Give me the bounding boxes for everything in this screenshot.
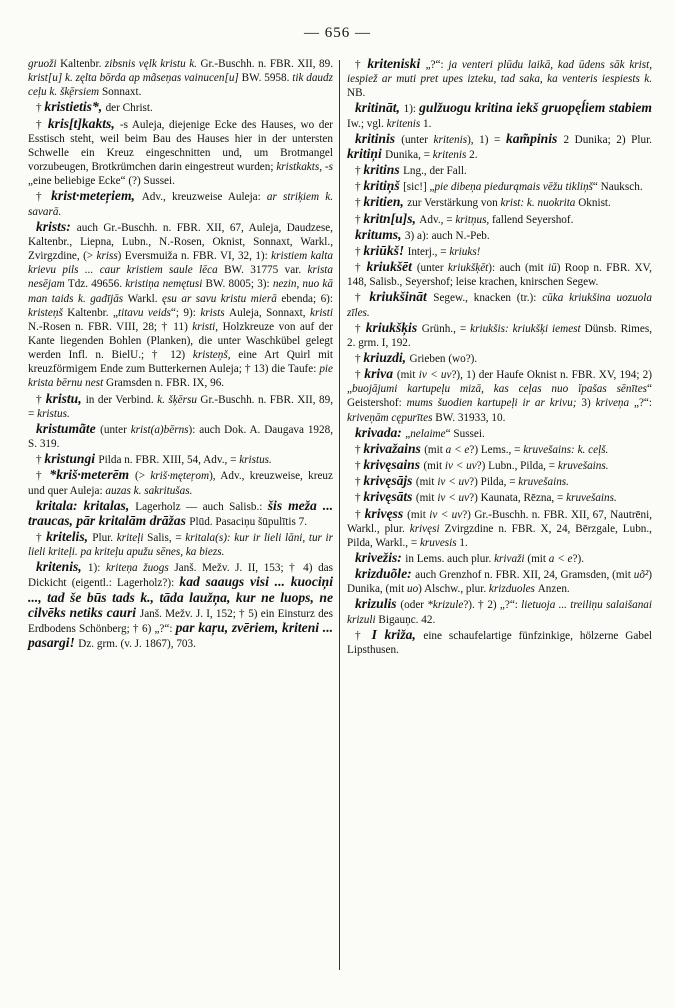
italic-text: kristiņa nemętusi (125, 278, 206, 291)
entry-text: 3) (581, 397, 596, 410)
italic-text: iv < uv (418, 369, 452, 382)
entry-text: “ Geistershof: (347, 383, 652, 410)
italic-text: krizduoles (488, 583, 538, 596)
dictionary-entry (28, 422, 333, 451)
entry-text: Auleja, Sonnaxt, (229, 306, 310, 319)
entry-text: Lng., der Fall. (403, 165, 467, 178)
headword: kristu, (45, 390, 86, 406)
entry-text: Plur. (92, 532, 117, 544)
dictionary-entry (347, 321, 652, 350)
entry-text: Sonnaxt. (101, 86, 142, 99)
entry-text: Gramsden n. FBR. IX, 96. (106, 377, 225, 390)
italic-text: kriteļi (116, 532, 148, 544)
entry-text: Adv., kreuzweise Auleja: (141, 191, 267, 204)
entry-text: Janš. Mežv. J. I, 152; † 5) ein Einsturz des Erdbodens Schönberg; † 6) „?“: (28, 607, 333, 635)
headword: kristumãte (36, 420, 101, 436)
entry-text: Adv., = (419, 213, 456, 226)
entry-text: ?) Kaunata, Rēzna, = (469, 492, 567, 505)
headword: krivęss (364, 505, 408, 521)
dictionary-entry (28, 392, 333, 421)
entry-text: ), Adv., kreuzweise, kreuz und quer Auleja: (28, 470, 333, 497)
entry-text: -s Auleja, diejenige Ecke des Hauses, wo der Esstisch steht, weil beim Bau des Hauses hier in der untersten Schwelle ein Kreuz eingeschnitten und, um Brotmangel vorzubeugen, Brotkrümchen darin eingestreut wurden; (28, 118, 334, 174)
entry-text: BW. 5958. (241, 72, 293, 85)
entry-text: (unter (401, 133, 434, 146)
headword: krizulis (355, 596, 401, 612)
dictionary-entry (347, 442, 652, 457)
entry-text: † (36, 470, 50, 483)
entry-text: ?) Lubn., Pilda, = (476, 460, 558, 473)
entry-text: auch Grenzhof n. FBR. XII, 24, Gramsden, (mit (415, 569, 634, 582)
entry-text: Anzen. (537, 583, 570, 596)
italic-text: kriveņām cępurītes (347, 411, 436, 424)
dictionary-entry (28, 117, 333, 189)
entry-text: ?) Pilda, = (469, 476, 519, 489)
italic-text: nezin, nuo kā man taids k. gadījās (28, 278, 333, 305)
entry-text: † (355, 629, 372, 642)
italic-text: kriuks! (449, 245, 481, 258)
entry-text: Grieben (wo?). (409, 352, 478, 365)
italic-text: pie krista bērnu nest (28, 363, 333, 390)
dictionary-entry (347, 260, 652, 289)
entry-text: „?“: (634, 397, 653, 410)
entry-text: Segew., knacken (tr.): (433, 292, 543, 305)
entry-text: (mit (527, 553, 549, 565)
entry-text: 1. (423, 117, 432, 130)
dictionary-entry (28, 530, 333, 559)
entry-text: Plūd. Pasaciņu šūpulītis 7. (189, 515, 308, 528)
italic-text: tik daudz ceļu k. šk̦ērsiem (28, 72, 333, 99)
entry-text: „eine beliebige Ecke“ (?) Sussei. (28, 175, 175, 188)
entry-text: (mit (415, 492, 438, 505)
dictionary-entry (347, 212, 652, 227)
entry-text: † (355, 508, 365, 521)
italic-text: a < e (445, 443, 470, 456)
entry-text: † (355, 492, 364, 505)
italic-text: krist: k. nuokrita (500, 197, 579, 210)
italic-text: kruvešains. (518, 476, 569, 489)
dictionary-entry (347, 597, 652, 626)
headword: par kaŗu, zvēriem, kriteni ... pasargi! (28, 619, 333, 651)
italic-text: kristus. (37, 407, 70, 420)
italic-text: auzas k. sakritušas. (105, 484, 193, 497)
entry-text: Dünsb. Rimes, 2. grm. I, 192. (347, 322, 652, 349)
dictionary-entry (28, 499, 333, 529)
entry-text: 1. (459, 536, 468, 549)
entry-text: ) Dunika, (mit (347, 569, 652, 596)
italic-text: titavu veids (117, 306, 171, 319)
entry-text: 1): (87, 562, 106, 575)
italic-text: ja venteri plūdu laikā, kad ūdens sāk krist, iespiež ar muti pret upes izteku, tad saka, ka venteris iespiests k. (347, 59, 653, 86)
italic-text: krists (200, 306, 230, 319)
entry-text: ), 1) = (467, 133, 506, 146)
entry-text: Interj., = (407, 245, 450, 258)
entry-text: ) Roop n. FBR. XV, 148, Salisb., Seyershof; leise krachen, knirschen Segew. (347, 262, 652, 289)
entry-text: zur Verstärkung von (407, 197, 501, 210)
entry-text: 3) a): auch N.-Peb. (404, 229, 490, 242)
entry-text: ?), 1) der Haufe Oknist n. FBR. XV, 194; 2) „ (347, 369, 652, 396)
headword: kristungi (44, 451, 99, 467)
entry-text: † (355, 165, 364, 178)
entry-text: Lagerholz — auch Salisb.: (135, 500, 268, 513)
italic-text: a < e (548, 553, 573, 565)
dictionary-entry (347, 163, 652, 178)
headword: kritien, (363, 194, 408, 210)
italic-text: cūka kriukšina uozuola zīles. (347, 292, 652, 319)
headword: kriukšināt (369, 289, 434, 305)
entry-text: in der Verbind. (85, 393, 158, 406)
italic-text: kriss (96, 250, 118, 263)
entry-text: † (36, 532, 47, 544)
left-column (28, 57, 333, 652)
headword: kam̃pinis (505, 130, 564, 146)
entry-text: Kaltenbr. „ (67, 306, 118, 319)
entry-text: Salis, = (147, 532, 186, 544)
entry-text: eine Art Quirl mit kreuzförmigem Ende zum Butterkernen Auleja; † 13) die Taufe: (28, 349, 333, 376)
entry-text: Warkl. (127, 292, 162, 305)
headword: krivęsains (363, 457, 424, 473)
entry-text: † (36, 118, 48, 131)
italic-text: kristkakts, -s (276, 161, 333, 174)
dictionary-entry (347, 567, 652, 596)
dictionary-entry (347, 458, 652, 473)
italic-text: kristi, (192, 320, 223, 333)
headword: kriukšēt (366, 259, 417, 275)
dictionary-entry (347, 228, 652, 243)
entry-text: † (355, 443, 364, 456)
italic-text: lietuoja ... treiliņu salaišanai krizuli (347, 599, 652, 626)
italic-text: pie dibeņa piedurąmais vēžu tikliņš (434, 181, 593, 194)
entry-text: NB. (347, 87, 366, 100)
entry-text: † (355, 352, 364, 365)
dictionary-entry (347, 628, 652, 657)
italic-text: kritala(s): kur ir lieli lāni, tur ir lieli kriteļi. pa kriteļu apužu sēnes, ka biezs. (28, 532, 334, 559)
italic-text: *krizule (427, 599, 464, 612)
entry-text: ?) Lems., = (469, 443, 524, 456)
page-number: — 656 — (304, 25, 371, 41)
dictionary-entry (347, 490, 652, 505)
dictionary-entry (347, 351, 652, 366)
entry-text: (> (135, 470, 151, 483)
entry-text: ebenda; 6): (281, 292, 334, 305)
entry-text: (oder (400, 599, 428, 612)
entry-text: (mit (396, 369, 419, 382)
headword: krivęsājs (363, 473, 416, 489)
italic-text: kristeņš (28, 306, 68, 319)
entry-text: Dunika, = (385, 148, 433, 161)
italic-text: kriukšķēt (447, 262, 489, 275)
italic-text: iv < uv (444, 460, 477, 473)
entry-text: † (36, 191, 52, 204)
headword: šis meža ... traucas, pār kritalām drāžas (28, 497, 333, 528)
italic-text: uo (406, 583, 419, 596)
headword: kritn[u]s, (363, 210, 420, 226)
entry-text: eine schaufelartige fünfzinkige, hölzerne Gabel Lipsthusen. (347, 629, 653, 656)
entry-text: auch Gr.-Buschh. n. FBR. XII, 67, Auleja, Daudzese, Kaltenbr., Liepna, Lubn., N.-Rosen, Oknist, Sonnaxt, Warkl., Zvirgzdine, (> (28, 221, 333, 263)
headword: kritiņš (363, 178, 404, 194)
dictionary-entry (28, 452, 333, 467)
dictionary-entry (347, 132, 652, 162)
dictionary-entry (347, 195, 652, 210)
entry-text: † (355, 292, 370, 305)
headword: kritināt, (355, 100, 404, 116)
entry-text: Gr.-Buschh. n. FBR. XII, 89, = (28, 393, 333, 420)
headword: kritalas, (83, 497, 136, 513)
headword: krists: (36, 218, 77, 234)
italic-text: kristeņš, (192, 349, 239, 362)
entry-text: [sic!] „ (403, 181, 435, 194)
italic-text: buojājumi kartupeļu mizā, kas ceļas nuo ĭpašas sēnītes (351, 383, 648, 396)
italic-text: iv < uv (437, 476, 470, 489)
italic-text: k. šķērsu (157, 393, 201, 406)
headword: kritenis, (36, 559, 88, 575)
entry-text: † (355, 476, 364, 489)
italic-text: kriteņa žuogs (105, 562, 175, 575)
italic-text: krivęsi (409, 522, 445, 535)
entry-text: ?) Gr.-Buschh. n. FBR. XII, 67, Nautrēni, Warkl., plur. (347, 508, 653, 535)
entry-text: † (355, 59, 368, 71)
entry-text: 2 Dunika; 2) Plur. (563, 133, 652, 146)
entry-text: ) Alschw., plur. (418, 583, 489, 596)
entry-text: ) Eversmuiža n. FBR. VI, 32, 1): (117, 250, 272, 263)
italic-text: kruvešains. (566, 492, 617, 505)
italic-text: kriš·męteŗom (150, 470, 210, 483)
entry-text: Holzkreuze von auf der Kante liegenden Bohlen (Planken), die unter Waschkübel gelegt werden Infl. n. BielU.; † 12) (28, 320, 333, 362)
headword: I križa, (371, 626, 424, 642)
entry-text: in Lems. auch plur. (405, 553, 495, 565)
italic-text: kristus. (239, 454, 272, 467)
italic-text: nelaime (410, 427, 446, 440)
headword: krivęsāts (363, 489, 416, 505)
entry-text: ?). (572, 553, 584, 565)
dictionary-entry (347, 57, 652, 100)
headword: kad saaugs visi ... kuociņi ..., tad še būs tads k., tāda laužņa, kur ne luops, ne cilvēks netiks cauri (28, 574, 333, 620)
dictionary-entry (347, 474, 652, 489)
dictionary-entry (347, 101, 652, 130)
entry-text: † (355, 460, 364, 473)
headword: kriteniski (367, 56, 426, 71)
entry-text: Dz. grm. (v. J. 1867), 703. (78, 638, 196, 651)
entry-text: † (355, 245, 364, 258)
dictionary-entry (347, 244, 652, 259)
headword: kris[t]kakts, (47, 115, 120, 131)
entry-text: Pilda n. FBR. XIII, 54, Adv., = (98, 454, 240, 467)
italic-text: kriukšis: kriukšķi iemest (470, 322, 585, 335)
entry-text: † (355, 213, 364, 226)
entry-text: (mit (415, 476, 438, 489)
right-column (347, 57, 652, 658)
italic-text: kruvesis (419, 536, 460, 549)
italic-text: krista nesējam (28, 264, 333, 291)
column-divider (339, 60, 340, 970)
dictionary-entry (28, 100, 333, 115)
headword: krivada: (355, 424, 406, 440)
headword: kriūkš! (363, 242, 408, 258)
entry-text: 1): (403, 103, 420, 116)
italic-text: iv < uv (429, 508, 463, 521)
italic-text: krist(a)bērns (130, 423, 189, 436)
entry-text: “ Nauksch. (592, 181, 643, 194)
headword: kritums, (355, 226, 405, 242)
italic-text: krist[u] k. zęlta bōrda ap mãseņas vainucen[u] (28, 72, 242, 85)
dictionary-entry (347, 507, 652, 550)
italic-text: kritenis (386, 117, 424, 130)
entry-text: Oknist. (578, 197, 611, 210)
entry-text: † (36, 102, 45, 115)
dictionary-entry (28, 220, 333, 391)
entry-text: der Christ. (105, 102, 153, 115)
entry-text: Zvirgzdine n. FBR. X, 24, Bērzgale, Lubn., Pilda, Warkl., = (347, 522, 652, 549)
entry-text: † (355, 369, 365, 382)
entry-text: “; 9): (170, 306, 201, 319)
headword: gulžuogu kritina iekš gruopęĺiem stabiem (419, 100, 652, 116)
italic-text: krivaži (494, 553, 528, 565)
entry-text: Gr.-Buschh. n. FBR. XII, 89. (200, 58, 334, 70)
entry-text: Kaltenbr. (60, 58, 105, 70)
dictionary-entry (347, 179, 652, 194)
entry-text: † (355, 197, 364, 210)
dictionary-entry (347, 551, 652, 566)
italic-text: kritenis (432, 148, 470, 161)
headword: kritins (363, 162, 404, 178)
dictionary-entry (347, 367, 652, 425)
headword: *kriš·meterēm (49, 467, 135, 483)
italic-text: gruoži (28, 58, 61, 70)
entry-text: Bigauņc. 42. (378, 613, 436, 626)
headword: krist·meteŗiem, (51, 188, 142, 204)
entry-text: † (355, 262, 367, 275)
entry-text: “ Sussei. (445, 427, 485, 440)
entry-text: Iw.; vgl. (347, 117, 387, 130)
italic-text: ęsu ar savu kristu mierā (161, 292, 282, 305)
italic-text: kristi (310, 306, 333, 319)
italic-text: iv < uv (437, 492, 470, 505)
italic-text: kritņus, (455, 213, 493, 226)
entry-text: † (36, 454, 45, 467)
italic-text: kritenis (433, 133, 468, 146)
entry-text: (mit (423, 460, 445, 473)
italic-text: ar striķiem k. savarā. (28, 191, 333, 218)
entry-text: N.-Rosen n. FBR. VIII, 28; † 11) (28, 320, 193, 333)
headword: kritala: (36, 497, 84, 513)
entry-text: ): auch (mit (488, 262, 548, 275)
dictionary-entry (28, 57, 333, 99)
headword: krivažains (363, 440, 425, 456)
entry-text: † (36, 393, 46, 406)
entry-text: (mit (407, 508, 430, 521)
entry-text: Janš. Mežv. J. II, 153; † 4) das Dickicht (eigentl.: Lagerholz?): (28, 562, 333, 590)
headword: kristietis*, (44, 99, 106, 115)
entry-text: „ (405, 427, 411, 440)
entry-text: BW. 31775 var. (224, 264, 308, 277)
entry-text: ?). † 2) „?“: (463, 599, 522, 612)
headword: krizduõle: (355, 566, 416, 582)
entry-text: ): auch Dok. A. Daugava 1928, S. 319. (28, 423, 333, 451)
italic-text: kruvešains: k. ceļš. (523, 443, 609, 456)
entry-text: Grünh., = (421, 322, 471, 335)
italic-text: uõ² (633, 569, 649, 582)
italic-text: kruvešains. (557, 460, 609, 473)
headword: krivežis: (355, 550, 406, 565)
headword: kriukšķis (365, 319, 422, 335)
dictionary-entry (347, 426, 652, 441)
dictionary-entry (28, 560, 333, 651)
headword: kritelis, (46, 529, 93, 544)
entry-text: Tdz. 49656. (67, 278, 126, 291)
headword: kritiņi (347, 145, 386, 161)
entry-text: (mit (424, 443, 446, 456)
entry-text: BW. 8005; 3): (205, 278, 273, 291)
italic-text: zibsnis vęlk kristu k. (104, 58, 201, 70)
entry-text: † (355, 322, 366, 335)
entry-text: 2. (469, 148, 478, 161)
entry-text: fallend Seyershof. (492, 213, 574, 226)
italic-text: kriveņa (595, 397, 634, 410)
entry-text: (unter (100, 423, 131, 436)
italic-text: iū (548, 262, 557, 275)
entry-text: BW. 31933, 10. (435, 411, 506, 424)
dictionary-entry (28, 189, 333, 218)
entry-text: † (355, 181, 364, 194)
entry-text: „?“: (425, 59, 449, 71)
entry-text: (unter (416, 262, 448, 275)
dictionary-entry (28, 468, 333, 497)
headword: kriuzdi, (363, 349, 410, 365)
italic-text: kristiem kalta krievu pils ... caur kristiem saule lēca (28, 250, 333, 277)
headword: kriva (364, 366, 397, 382)
dictionary-entry (347, 290, 652, 319)
italic-text: mums šuodien kartupeļi ir ar krivu; (406, 397, 582, 410)
headword: kritinis (355, 130, 402, 146)
